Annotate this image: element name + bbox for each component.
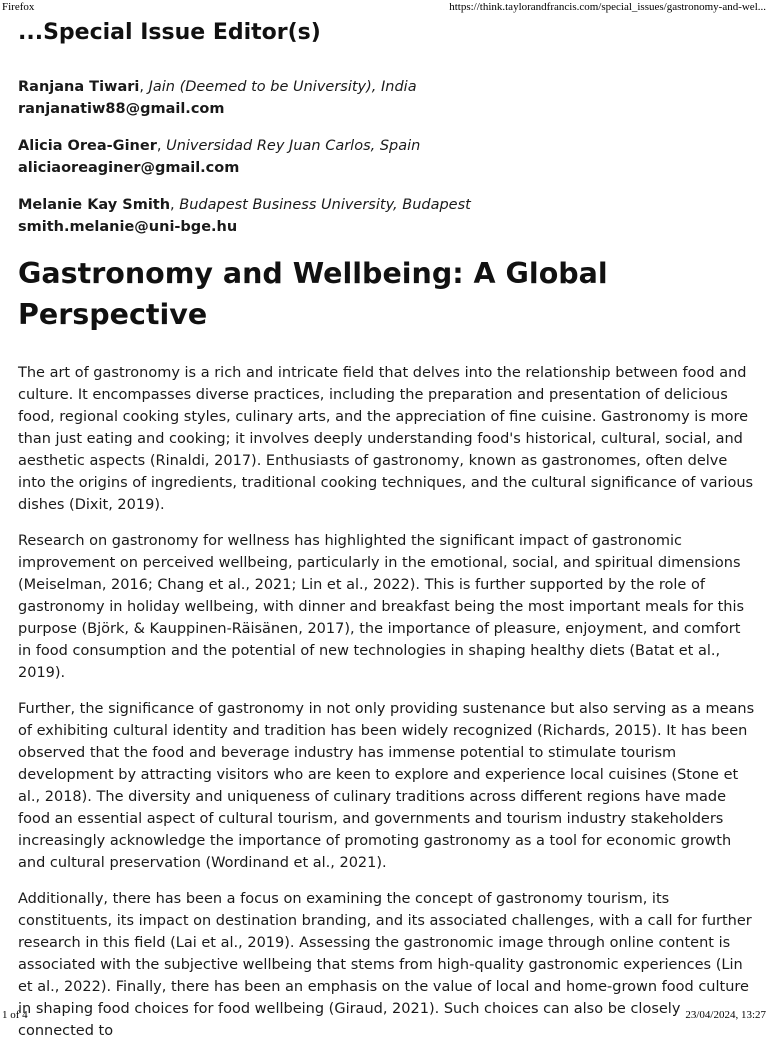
page-content bbox=[18, 16, 758, 1056]
print-header-browser-name: Firefox bbox=[2, 1, 35, 13]
editor-list bbox=[18, 76, 758, 238]
editor-name: Melanie Kay Smith bbox=[18, 197, 171, 213]
editor-affiliation: Jain (Deemed to be University), India bbox=[148, 79, 417, 95]
editor-affiliation: Budapest Business University, Budapest bbox=[179, 197, 471, 213]
editor-entry bbox=[18, 194, 758, 238]
editor-email[interactable]: ranjanatiw88@gmail.com bbox=[18, 101, 225, 117]
body-paragraph: Research on gastronomy for wellness has highlighted the significant impact of gastronomic improvement on perceived wellbeing, particularly in the emotional, social, and spiritual dimensions (Meiselman, 2016; Chang et al., 2021; Lin et al., 2022). This is further supported by the role of gastronomy in holiday wellbeing, with dinner and breakfast being the most important meals for this purpose (Björk, & Kauppinen-Räisänen, 2017), the importance of pleasure, enjoyment, and comfort in food consumption and the potential of new technologies in shaping healthy diets (Batat et al., 2019). bbox=[18, 533, 745, 681]
editor-name: Ranjana Tiwari bbox=[18, 79, 140, 95]
page-title: Gastronomy and Wellbeing: A Global Perspective bbox=[18, 257, 608, 331]
editor-separator: , bbox=[156, 138, 167, 154]
editor-email[interactable]: smith.melanie@uni-bge.hu bbox=[18, 219, 238, 235]
print-header-url: https://think.taylorandfrancis.com/special_issues/gastronomy-and-wel... bbox=[449, 1, 766, 13]
editor-affiliation: Universidad Rey Juan Carlos, Spain bbox=[166, 138, 421, 154]
article-body bbox=[18, 362, 758, 1042]
editor-separator: , bbox=[139, 79, 149, 95]
body-paragraph: Further, the significance of gastronomy in not only providing sustenance but also serving as a means of exhibiting cultural identity and tradition has been widely recognized (Richards, 2015). It has been observed that the food and beverage industry has immense potential to stimulate tourism development by attracting visitors who are keen to explore and experience local cuisines (Stone et al., 2018). The diversity and uniqueness of culinary traditions across different regions have made food an essential aspect of cultural tourism, and governments and tourism industry stakeholders increasingly acknowledge the importance of promoting gastronomy as a tool for economic growth and cultural preservation (Wordinand et al., 2021). bbox=[18, 701, 755, 871]
section-title: ...Special Issue Editor(s) bbox=[18, 20, 321, 45]
body-paragraph: The art of gastronomy is a rich and intricate field that delves into the relationship between food and culture. It encompasses diverse practices, including the preparation and presentation of delicious food, regional cooking styles, culinary arts, and the appreciation of fine cuisine. Gastronomy is more than just eating and cooking; it involves deeply understanding food's historical, cultural, social, and aesthetic aspects (Rinaldi, 2017). Enthusiasts of gastronomy, known as gastronomes, often delve into the origins of ingredients, traditional cooking techniques, and the cultural significance of various dishes (Dixit, 2019). bbox=[18, 365, 754, 513]
print-header bbox=[0, 0, 768, 14]
body-paragraph: Additionally, there has been a focus on examining the concept of gastronomy tourism, its constituents, its impact on destination branding, and its associated challenges, with a call for further research in this field (Lai et al., 2019). Assessing the gastronomic image through online content is associated with the subjective wellbeing that stems from high-quality gastronomic experiences (Lin et al., 2022). Finally, there has been an emphasis on the value of local and home-grown food culture in shaping food choices for food wellbeing (Giraud, 2021). Such choices can also be closely connected to bbox=[18, 891, 752, 1039]
editor-email[interactable]: aliciaoreaginer@gmail.com bbox=[18, 160, 240, 176]
print-footer bbox=[0, 1008, 768, 1022]
print-timestamp: 23/04/2024, 13:27 bbox=[685, 1009, 766, 1021]
editor-separator: , bbox=[170, 197, 180, 213]
editor-entry bbox=[18, 76, 758, 120]
editor-entry bbox=[18, 135, 758, 179]
page-number: 1 of 4 bbox=[2, 1009, 28, 1021]
editor-name: Alicia Orea-Giner bbox=[18, 138, 157, 154]
